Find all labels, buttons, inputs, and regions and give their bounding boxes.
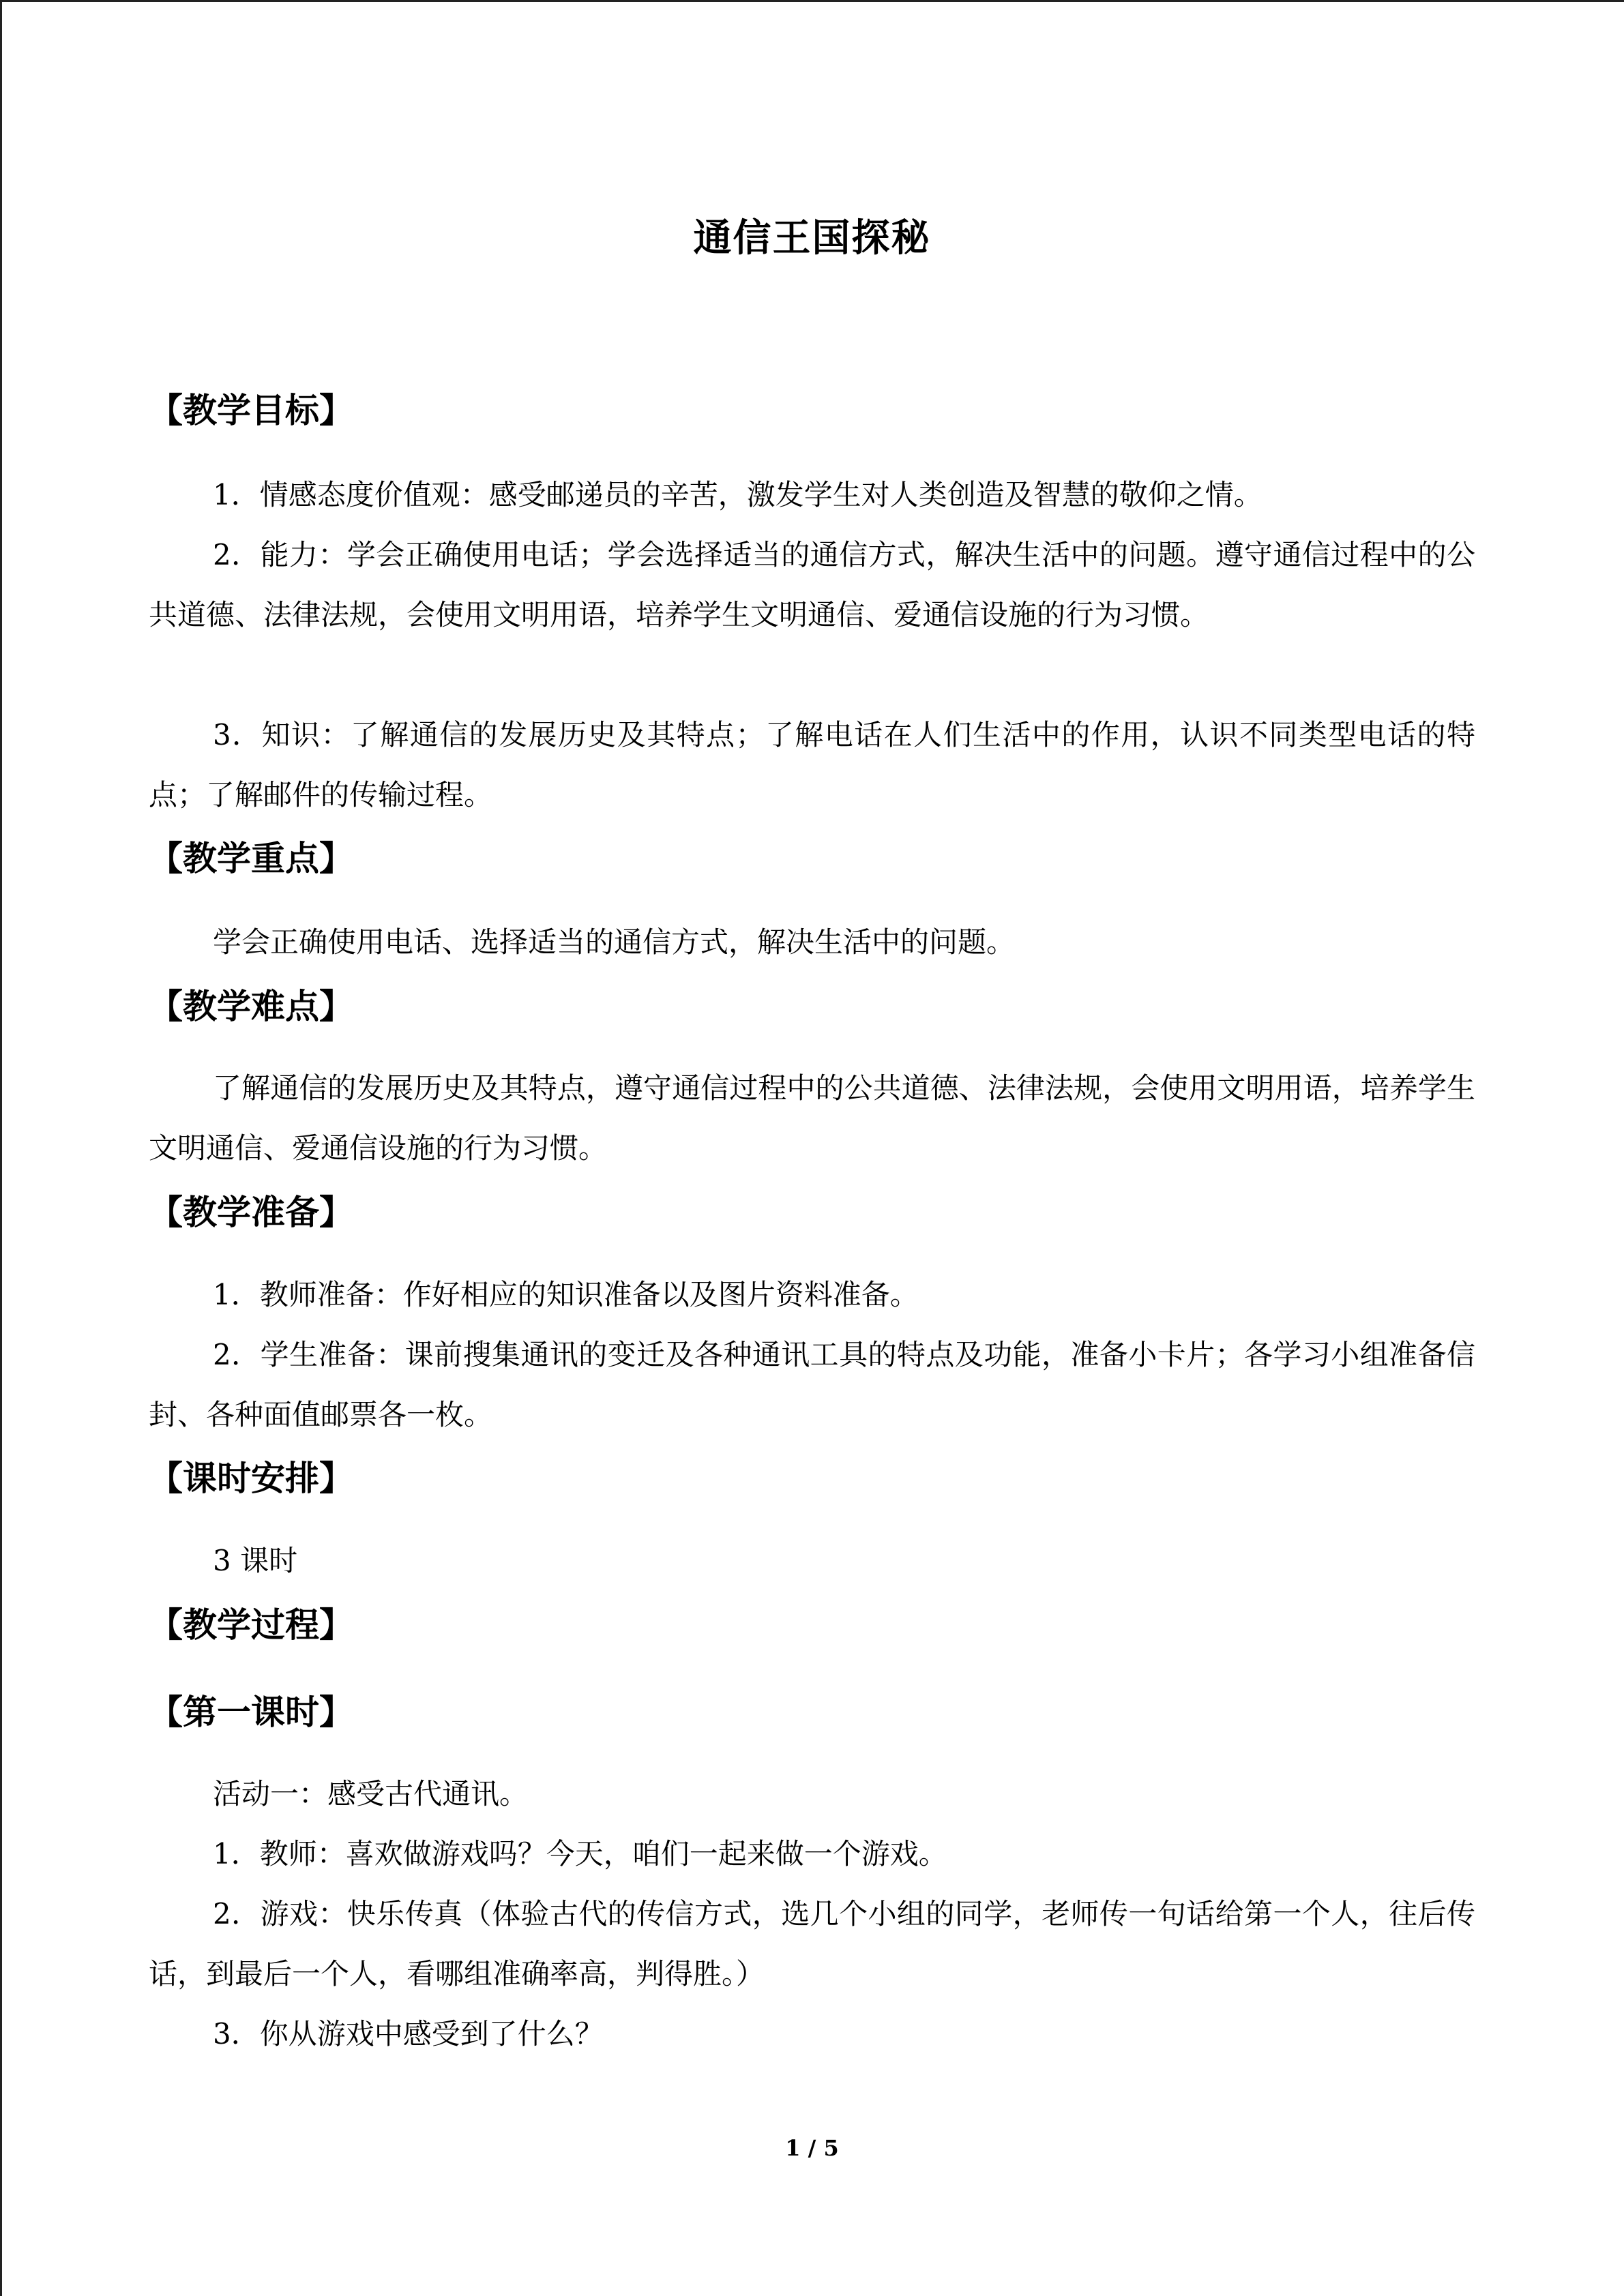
key-points-text: 学会正确使用电话、选择适当的通信方式，解决生活中的问题。 (213, 925, 1016, 959)
difficulties-text: 了解通信的发展历史及其特点，遵守通信过程中的公共道德、法律法规，会使用文明用语，培养学生文明通信、爱通信设施的行为习惯。 (149, 1071, 1475, 1165)
objective-item-1: 1．情感态度价值观：感受邮递员的辛苦，激发学生对人类创造及智慧的敬仰之情。 (213, 478, 1263, 511)
heading-difficulties: 【教学难点】 (149, 987, 353, 1026)
heading-preparation: 【教学准备】 (149, 1193, 353, 1232)
lesson-one-item-2: 2．游戏：快乐传真（体验古代的传信方式，选几个小组的同学，老师传一句话给第一个人，往后传话，到最后一个人，看哪组准确率高，判得胜。） (149, 1897, 1475, 1991)
heading-process: 【教学过程】 (149, 1605, 353, 1645)
heading-key-points: 【教学重点】 (149, 839, 353, 878)
lesson-one-activity: 活动一：感受古代通讯。 (213, 1777, 529, 1810)
lesson-one-item-1: 1．教师：喜欢做游戏吗？今天，咱们一起来做一个游戏。 (213, 1837, 947, 1870)
preparation-item-2: 2．学生准备：课前搜集通讯的变迁及各种通讯工具的特点及功能，准备小卡片；各学习小组准备信封、各种面值邮票各一枚。 (149, 1338, 1475, 1431)
lesson-one-item-3: 3．你从游戏中感受到了什么？ (213, 2017, 604, 2051)
schedule-text: 3 课时 (213, 1544, 298, 1577)
objective-item-2: 2．能力：学会正确使用电话；学会选择适当的通信方式，解决生活中的问题。遵守通信过程中的公共道德、法律法规，会使用文明用语，培养学生文明通信、爱通信设施的行为习惯。 (149, 538, 1475, 631)
preparation-item-1: 1．教师准备：作好相应的知识准备以及图片资料准备。 (213, 1278, 919, 1311)
page-number: 1 / 5 (785, 2135, 839, 2161)
document-title: 通信王国探秘 (693, 216, 931, 260)
heading-objectives: 【教学目标】 (149, 391, 353, 430)
heading-lesson-one: 【第一课时】 (149, 1693, 353, 1732)
objective-item-3: 3．知识：了解通信的发展历史及其特点；了解电话在人们生活中的作用，认识不同类型电话的特点；了解邮件的传输过程。 (149, 718, 1475, 811)
heading-schedule: 【课时安排】 (149, 1459, 353, 1498)
